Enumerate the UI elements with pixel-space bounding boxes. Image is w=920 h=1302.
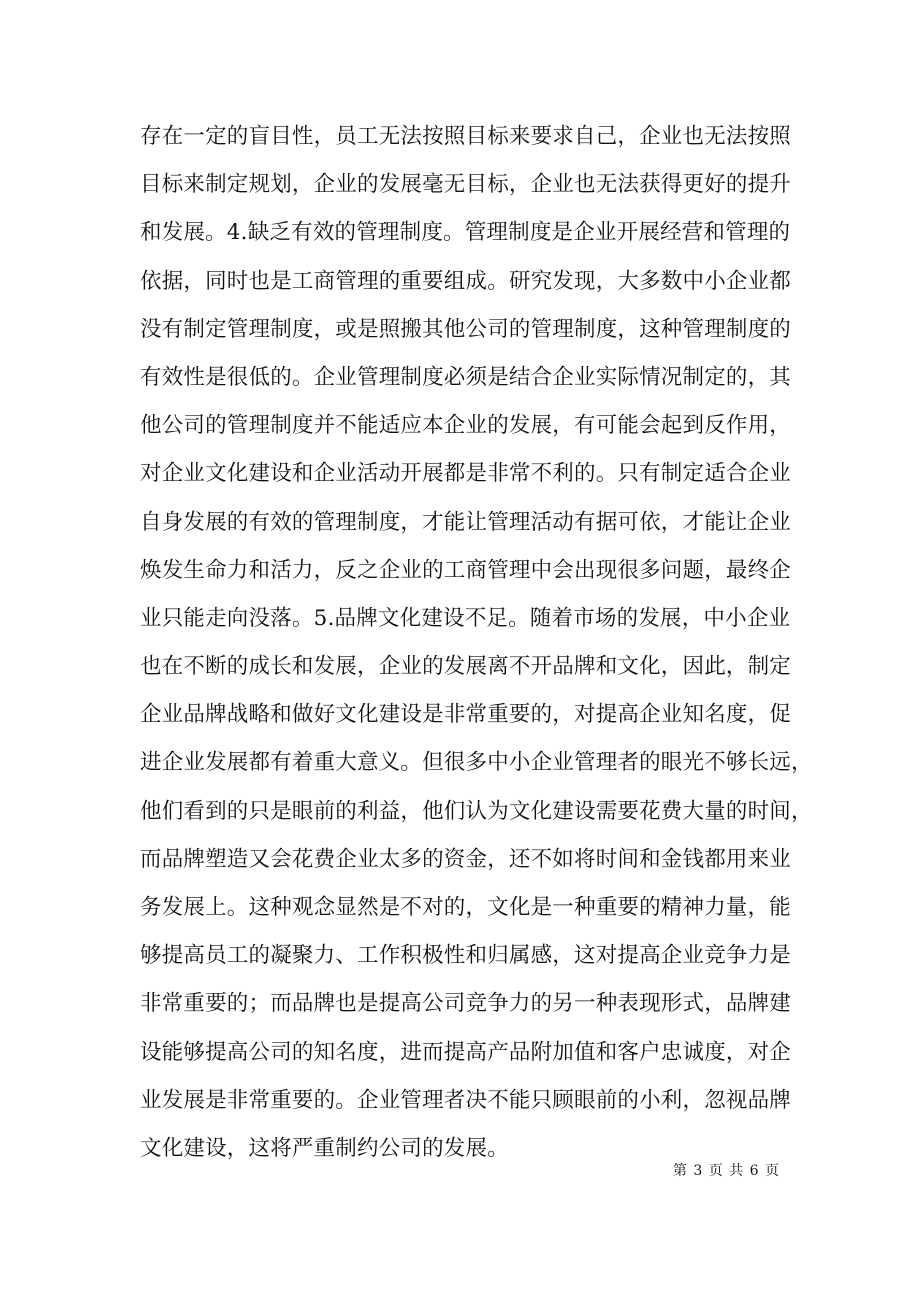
- text-line: 焕发生命力和活力，反之企业的工商管理中会出现很多问题，最终企: [140, 557, 792, 583]
- text-line: 和发展。4.缺乏有效的管理制度。管理制度是企业开展经营和管理的: [140, 220, 791, 246]
- text-line: 文化建设，这将严重制约公司的发展。: [140, 1135, 509, 1161]
- text-line: 设能够提高公司的知名度，进而提高产品附加值和客户忠诚度，对企: [140, 1039, 792, 1065]
- text-line: 有效性是很低的。企业管理制度必须是结合企业实际情况制定的，其: [140, 364, 792, 390]
- text-line: 业发展是非常重要的。企业管理者决不能只顾眼前的小利，忽视品牌: [140, 1087, 792, 1113]
- text-line: 务发展上。这种观念显然是不对的，文化是一种重要的精神力量，能: [140, 895, 792, 920]
- text-line: 非常重要的；而品牌也是提高公司竞争力的另一种表现形式，品牌建: [140, 991, 792, 1017]
- text-line: 自身发展的有效的管理制度，才能让管理活动有据可依，才能让企业: [140, 509, 792, 535]
- body-paragraph: [140, 113, 813, 1173]
- text-line: 够提高员工的凝聚力、工作积极性和归属感，这对提高企业竞争力是: [140, 943, 792, 969]
- text-line: 没有制定管理制度，或是照搬其他公司的管理制度，这种管理制度的: [140, 316, 792, 342]
- text-line: 他公司的管理制度并不能适应本企业的发展，有可能会起到反作用，: [140, 413, 792, 439]
- text-line: 对企业文化建设和企业活动开展都是非常不利的。只有制定适合企业: [140, 461, 792, 487]
- text-line: 业只能走向没落。5.品牌文化建设不足。随着市场的发展，中小企业: [140, 605, 791, 631]
- text-line: 存在一定的盲目性，员工无法按照目标来要求自己，企业也无法按照: [140, 124, 792, 149]
- text-line: 而品牌塑造又会花费企业太多的资金，还不如将时间和金钱都用来业: [140, 846, 792, 872]
- text-line: 依据，同时也是工商管理的重要组成。研究发现，大多数中小企业都: [140, 268, 792, 294]
- text-line: 进企业发展都有着重大意义。但很多中小企业管理者的眼光不够长远，: [140, 750, 813, 776]
- text-line: 企业品牌战略和做好文化建设是非常重要的，对提高企业知名度，促: [140, 702, 792, 728]
- text-line: 也在不断的成长和发展，企业的发展离不开品牌和文化，因此，制定: [140, 654, 792, 680]
- text-line: 他们看到的只是眼前的利益，他们认为文化建设需要花费大量的时间，: [140, 798, 813, 824]
- page-number-footer: 第 3 页 共 6 页: [672, 1163, 780, 1179]
- text-line: 目标来制定规划，企业的发展毫无目标，企业也无法获得更好的提升: [140, 172, 792, 198]
